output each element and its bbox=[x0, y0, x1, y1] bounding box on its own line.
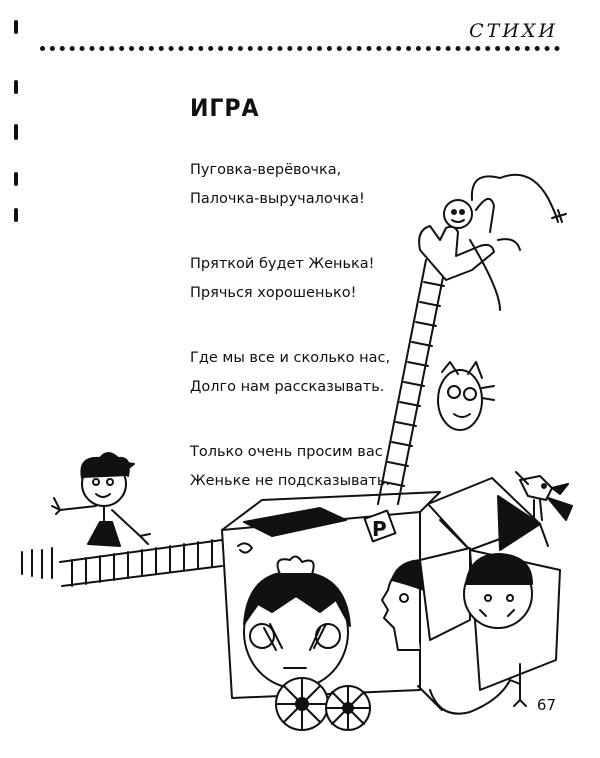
ladder-left bbox=[22, 540, 222, 586]
poem-line: Прячься хорошенько! bbox=[190, 285, 357, 301]
boy-figure bbox=[52, 453, 150, 546]
poem-line: Палочка-выручалочка! bbox=[190, 191, 365, 207]
poem-line: Только очень просим вас bbox=[190, 444, 383, 460]
section-label: СТИХИ bbox=[469, 20, 558, 42]
right-box bbox=[420, 478, 560, 690]
poem-line: Пряткой будет Женька! bbox=[190, 256, 375, 272]
poem-line: Пуговка-верёвочка, bbox=[190, 162, 342, 178]
poem-title: ИГРА bbox=[190, 94, 260, 122]
page-number: 67 bbox=[536, 696, 556, 714]
ladder-tall bbox=[378, 260, 446, 504]
peeking-head bbox=[438, 362, 494, 430]
poem-line: Женьке не подсказывать. bbox=[190, 473, 391, 489]
poem-line: Где мы все и сколько нас, bbox=[190, 350, 391, 366]
poem-line: Долго нам рассказывать. bbox=[190, 379, 385, 395]
block-letter: Р bbox=[372, 517, 387, 541]
